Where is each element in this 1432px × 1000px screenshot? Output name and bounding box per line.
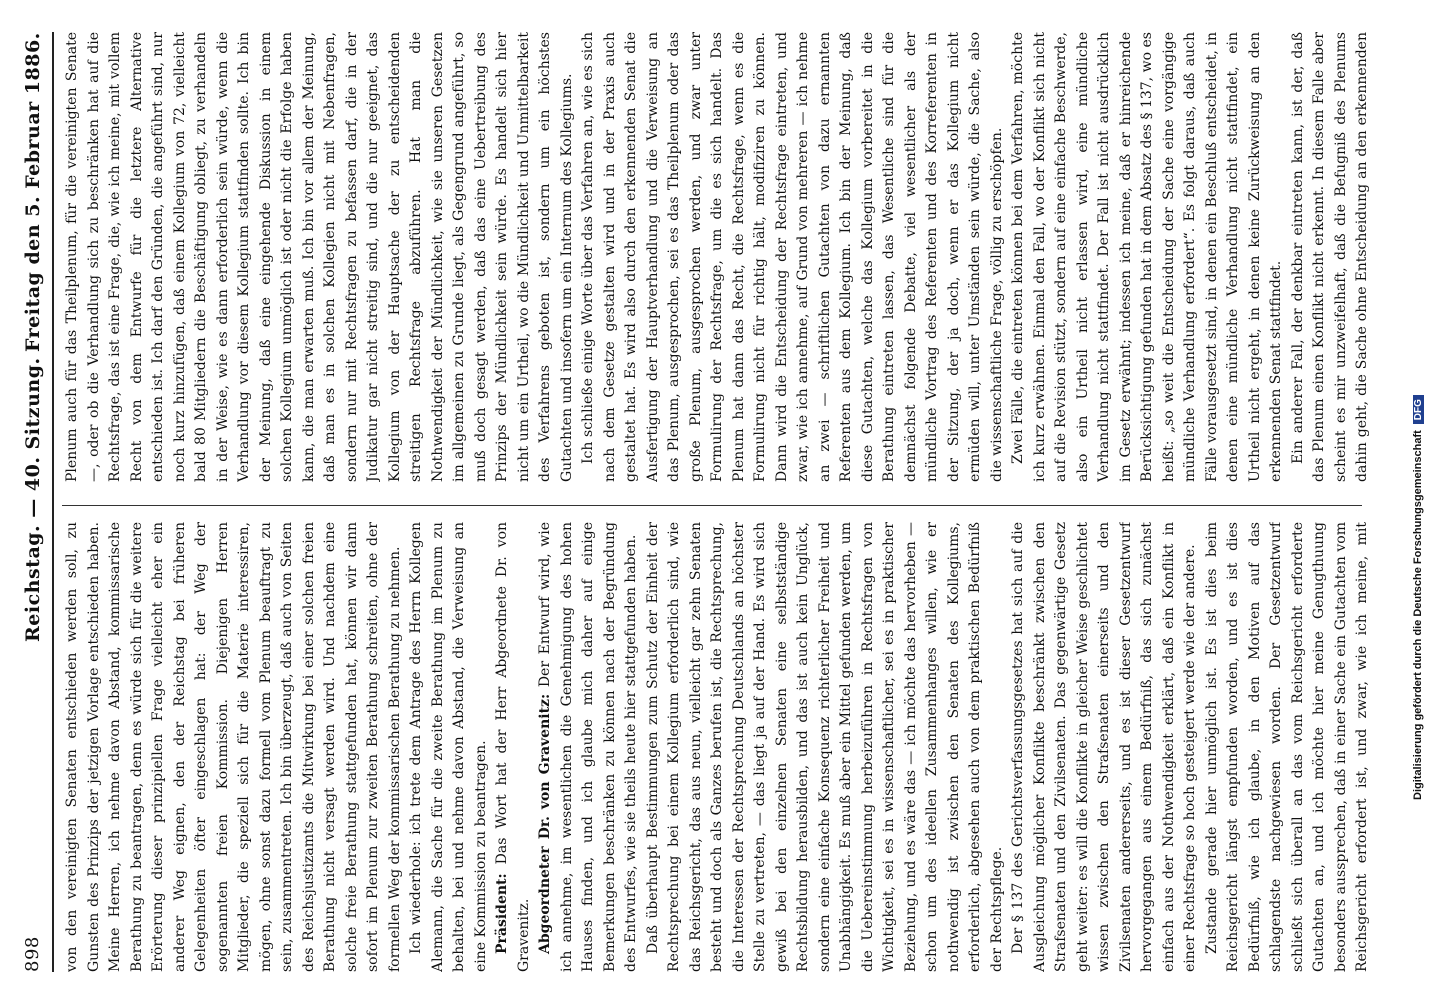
text-paragraph [1202,522,1373,972]
paragraph-text: Plenum auch für das Theilplenum, für die vereinigten Senate —, oder ob die Verhandlung sich zu beschränken hat auf die Rechtsfrage, das ist eine Frage, die, wie ich meine, mit vollem Recht von dem Entwurfe für die letztere Alternative entschieden ist. Ich darf den Gründen, die angeführt sind, nur noch kurz hinzufügen, daß einem Kollegium von 72, vielleicht bald 80 Mitgliedern die Beschäftigung obliegt, zu verhandeln in der Weise, wie es dann erforderlich sein würde, wenn die Verhandlung vor diesem Kollegium stattfinden sollte. Ich bin der Meinung, daß eine eingehende Diskussion in einem solchen Kollegium unmöglich ist oder nicht die Erfolge haben kann, die man erwarten muß. Ich bin vor allem der Meinung, daß man es in solchen Kollegien nicht mit Nebenfragen, sondern nur mit Rechtsfragen zu befassen darf, die in der Judikatur gar nicht streitig sind, und die nur geeignet, das Kollegium von der Hauptsache der zu entscheidenden streitigen Rechtsfrage abzuführen. Hat man die Nothwendigkeit der Mündlichkeit, wie sie unseren Gesetzen im allgemeinen zu Grunde liegt, als Gegengrund angeführt, so muß doch gesagt werden, daß das eine Uebertreibung des Prinzips der Mündlichkeit sein würde. Es handelt sich hier nicht um ein Urtheil, wo die Mündlichkeit und Unmittelbarkeit des Verfahrens geboten ist, sondern um ein höchstes Gutachten und insofern um ein Internum des Kollegiums. [64,32,575,482]
paragraph-text: Ein anderer Fall, der denkbar eintreten kann, ist der, daß das Plenum einen Konflikt nicht erkennt. In diesem Falle aber scheint es mir unzweifelhaft, daß die Befugniß des Plenums dahin geht, die Sache ohne Entscheidung an den erkennenden [1289,32,1370,482]
session-date: Freitag den 5. Februar 1886. [22,32,44,352]
paragraph-text: Zwei Fälle, die eintreten können bei dem Verfahren, möchte ich kurz erwähnen. Einmal den Fall, wo der Konflikt sich nicht auf die Revision stützt, sondern auf eine einfache Beschwerde, also ein Urtheil nicht erlassen wird, eine mündliche Verhandlung nicht stattfindet. Der Fall ist nicht ausdrücklich im Gesetz erwähnt; indessen ich meine, daß er hinreichende Berücksichtigung gefunden hat in dem Absatz des § 137, wo es heißt: „so weit die Entscheidung der Sache eine vorgängige mündliche Verhandlung erfordert“. Es folgt daraus, daß auch Fälle vorausgesetzt sind, in denen ein Beschluß entscheidet, in denen eine mündliche Verhandlung nicht stattfindet, ein Urtheil nicht ergeht, in denen keine Zurückweisung an den erkennenden Senat stattfindet. [1010,32,1284,482]
speaker-name: Abgeordneter Dr. von Gravenitz: [537,693,553,954]
paragraph-text: Ich wiederhole: ich trete dem Antrage des Herrn Kollegen Alemann, die Sache für die zweite Berathung im Plenum zu behalten, bei und nehme davon Abstand, die Verweisung an eine Kommission zu beantragen. [408,522,489,972]
paragraph-text: Das Wort hat der Herr Abgeordnete Dr. von Gravenitz. [494,522,532,972]
paragraph-text: Daß überhaupt Bestimmungen zum Schutz der Einheit der Rechtsprechung bei einem Kollegium erforderlich sind, wie das Reichsgericht, das aus neun, vielleicht gar zehn Senaten besteht und doch als Ganzes berufen ist, die Rechtsprechung, die Interessen der Rechtsprechung Deutschlands an höchster Stelle zu vertreten, — das liegt ja auf der Hand. Es wird sich gewiß bei den einzelnen Senaten eine selbstständige Rechtsbildung herausbilden, und das ist auch kein Unglück, sondern eine einfache Konsequenz richterlicher Freiheit und Unabhängigkeit. Es muß aber ein Mittel gefunden werden, um die Uebereinstimmung herbeizuführen in Rechtsfragen von Wichtigkeit, sei es in wissenschaftlicher, sei es in praktischer Beziehung, und es wäre das — ich möchte das hervorheben — schon um des ideellen Zusammenhanges willen, wie er nothwendig ist zwischen den Senaten des Kollegiums, erforderlich, abgesehen auch von dem praktischen Bedürfniß der Rechtspflege. [644,522,1005,972]
right-column [62,32,1372,482]
speech-paragraph [492,522,535,972]
text-paragraph [1288,32,1373,482]
dfg-credit [1412,0,1432,800]
text-paragraph [62,32,578,482]
page-header [10,32,58,972]
paragraph-text: Der Entwurf wird, wie ich annehme, im wesentlichen die Genehmigung des hohen Hauses finden, und ich glaube mich daher auf einige Bemerkungen beschränken zu können nach der Begründung des Entwurfes, wie sie theils heute hier stattgefunden haben. [537,522,639,972]
paragraph-text: Ich schließe einige Worte über das Verfahren an, wie es sich nach dem Gesetze gestalten wird und in der Praxis auch gestaltet hat. Es wird also durch den erkennenden Senat die Ausfertigung der Hauptverhandlung und die Verweisung an das Plenum, ausgesprochen, sei es das Theilplenum oder das große Plenum, ausgesprochen werden, und zwar unter Formulirung der Rechtsfrage, um die es sich handelt. Das Plenum hat dann das Recht, die Rechtsfrage, wenn es die Formulirung nicht für richtig hält, modifiziren zu können. Dann wird die Entscheidung der Rechtsfrage eintreten, und zwar, wie ich annehme, auf Grund von mehreren — ich nehme an zwei — schriftlichen Gutachten von dazu ernannten Referenten aus dem Kollegium. Ich bin der Meinung, daß diese Gutachten, welche das Kollegium vorbereitet in die Berathung eintreten lassen, das Wesentliche sind für die demnächst folgende Debatte, viel wesentlicher als der mündliche Vortrag des Referenten und des Korreferenten in der Sitzung, der ja doch, wenn er das Kollegium nicht ermüden will, unter Umständen sein würde, die Sache, also die wissenschaftliche Frage, völlig zu erschöpfen. [580,32,1005,482]
text-paragraph [406,522,492,972]
paragraph-text: Der § 137 des Gerichtsverfassungsgesetzes hat sich auf die Ausgleichung möglicher Konflikte beschränkt zwischen den Strafsenaten und den Zivilsenaten. Das gegenwärtige Gesetz geht weiter: es will die Konflikte in gleicher Weise geschlichtet wissen zwischen den Strafsenaten einerseits und den Zivilsenaten andererseits, und es ist dieser Gesetzentwurf hervorgegangen aus einem Bedürfniß, das sich zunächst einfach aus der Nothwendigkeit erklärt, daß ein Konflikt in einer Rechtsfrage so hoch gesteigert werde wie der andere. [1010,522,1198,972]
column-divider [62,505,1362,506]
dfg-sidebar [1406,0,1430,1000]
dfg-logo: DFG [1413,395,1424,424]
speech-paragraph [535,522,643,972]
text-paragraph [578,32,1008,482]
paragraph-text: Zustande gerade hier unmöglich ist. Es ist dies beim Reichsgericht längst empfunden worden, und es ist dies Bedürfniß, wie ich glaube, in den Motiven auf das schlagendste nachgewiesen worden. Der Gesetzentwurf schließt sich überall an das vom Reichsgericht erforderte Gutachten an, und ich möchte hier meine Genugthuung besonders aussprechen, daß in einer Sache ein Gutachten vom Reichsgericht erfordert ist, und zwar, wie ich meine, mit [1203,522,1370,972]
left-column [62,522,1372,972]
text-paragraph [1008,522,1202,972]
paragraph-text: von den vereinigten Senaten entschieden werden soll, zu Gunsten des Prinzips der jetzigen Vorlage entschieden haben. Meine Herren, ich nehme davon Abstand, kommissarische Berathung zu beantragen, denn es würde sich für die weitere Erörterung dieser prinzipiellen Frage vielleicht eher ein anderer Weg eignen, den der Reichstag bei früheren Gelegenheiten öfter eingeschlagen hat: der Weg der sogenannten freien Kommission. Diejenigen Herren Mitglieder, die speziell sich für die Materie interessiren, mögen, ohne sonst dazu formell vom Plenum beauftragt zu sein, zusammentreten. Ich bin überzeugt, daß auch von Seiten des Reichsjustizamts die Mitwirkung bei einer solchen freien Berathung nicht versagt werden wird. Und nachdem eine solche freie Berathung stattgefunden hat, können wir dann sofort im Plenum zur zweiten Berathung schreiten, ohne der formellen Weg der kommissarischen Berathung zu nehmen. [64,522,403,972]
dfg-credit-text: Digitalisierung gefördert durch die Deutsche Forschungsgemeinschaft [1412,430,1424,800]
session-title: Reichstag. — 40. Sitzung. [22,357,44,642]
speaker-name: Präsident: [494,873,510,954]
text-paragraph [62,522,406,972]
text-paragraph [643,522,1009,972]
header-rule [52,32,54,972]
text-paragraph [1008,32,1288,482]
page-number: 898 [22,936,43,972]
